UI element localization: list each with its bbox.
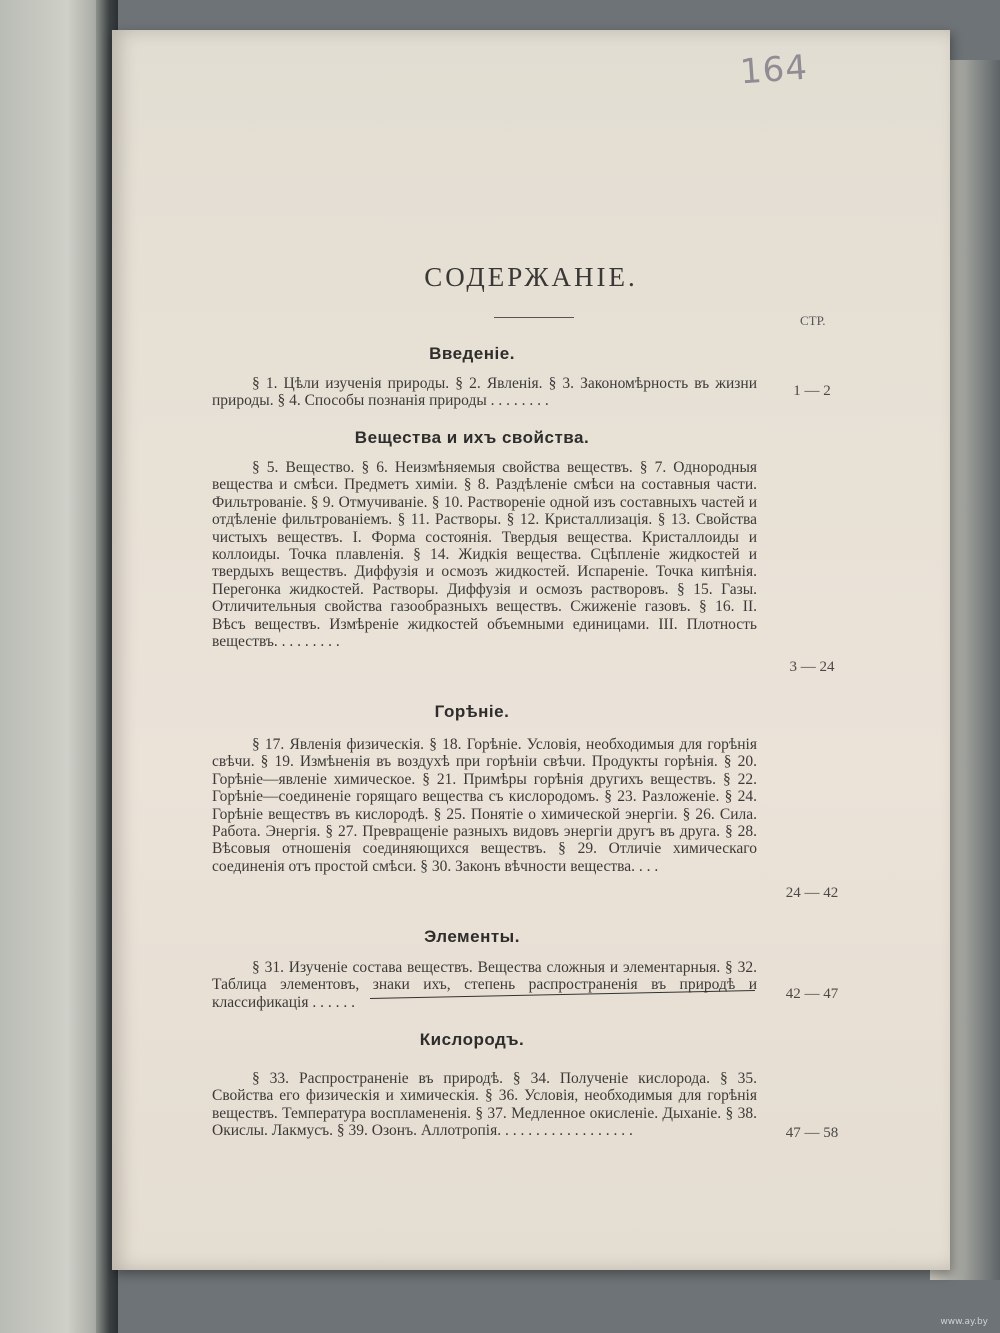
section-text-introduction: § 1. Цѣли изученія природы. § 2. Явленія. § 3. Закономѣрность въ жизни природы. § 4. Способы познанія природы . . . . . . . . bbox=[212, 375, 757, 410]
section-pages-combustion: 24 — 42 bbox=[785, 885, 839, 901]
pencil-annotation: 164 bbox=[738, 47, 810, 93]
section-text-substances: § 5. Вещество. § 6. Неизмѣняемыя свойства веществъ. § 7. Однородныя вещества и смѣси. Предметъ химіи. § 8. Раздѣленіе смѣси на составныя части. Фильтрованіе. § 9. Отмучиваніе. § 10. Раствореніе одной изъ составныхъ частей и отдѣленіе фильтрованіемъ. § 11. Растворы. § 12. Кристаллизація. § 13. Свойства чистыхъ веществъ. I. Форма состоянія. Твердыя вещества. Кристаллоиды и коллоиды. Точка плавленія. § 14. Жидкія вещества. Сцѣпленіе жидкостей и твердыхъ веществъ. Диффузія и осмозъ жидкостей. Испареніе. Точка кипѣнія. Перегонка жидкостей. Растворы. Диффузія и осмозъ растворовъ. § 15. Газы. Отличительныя свойства газообразныхъ веществъ. Сжиженіе газовъ. § 16. II. Вѣсъ веществъ. Измѣреніе жидкостей объемными единицами. III. Плотность веществъ. . . . . . . . . bbox=[212, 459, 757, 651]
section-pages-substances: 3 — 24 bbox=[789, 659, 835, 675]
section-heading-substances: Вещества и ихъ свойства. bbox=[354, 428, 590, 447]
section-pages-introduction: 1 — 2 bbox=[793, 383, 831, 399]
section-text-elements: § 31. Изученіе состава веществъ. Вещества сложныя и элементарныя. § 32. Таблица элементовъ, знаки ихъ, степень распространенія въ природѣ и классификація . . . . . . bbox=[212, 959, 757, 1011]
book-page bbox=[112, 30, 950, 1270]
section-pages-elements: 42 — 47 bbox=[785, 986, 839, 1002]
section-heading-introduction: Введеніе. bbox=[429, 344, 515, 363]
page-column-label: СТР. bbox=[800, 313, 826, 328]
section-heading-combustion: Горѣніе. bbox=[434, 702, 510, 721]
title-rule bbox=[494, 317, 574, 318]
section-heading-oxygen: Кислородъ. bbox=[419, 1030, 525, 1049]
section-heading-elements: Элементы. bbox=[424, 927, 520, 946]
section-pages-oxygen: 47 — 58 bbox=[785, 1125, 839, 1141]
watermark: www.ay.by bbox=[940, 1317, 988, 1327]
section-text-combustion: § 17. Явленія физическія. § 18. Горѣніе. Условія, необходимыя для горѣнія свѣчи. § 19. Измѣненія въ воздухѣ при горѣніи свѣчи. Продукты горѣнія. § 20. Горѣніе—явленіе химическое. § 21. Примѣры горѣнія другихъ веществъ. § 22. Горѣніе—соединеніе горящаго вещества съ кислородомъ. § 23. Разложеніе. § 24. Горѣніе веществъ въ кислородѣ. § 25. Понятіе о химической энергіи. § 26. Сила. Работа. Энергія. § 27. Превращеніе разныхъ видовъ энергіи другъ въ друга. § 28. Вѣсовыя отношенія соединяющихся веществъ. § 29. Отличіе химическаго соединенія отъ простой смѣси. § 30. Законъ вѣчности вещества. . . . bbox=[212, 736, 757, 875]
page-title: СОДЕРЖАНІЕ. bbox=[424, 262, 638, 292]
section-text-oxygen: § 33. Распространеніе въ природѣ. § 34. Полученіе кислорода. § 35. Свойства его физическія и химическія. § 36. Условія, необходимыя для горѣнія веществъ. Температура воспламененія. § 37. Медленное окисленіе. Дыханіе. § 38. Окислы. Лакмусъ. § 39. Озонъ. Аллотропія. . . . . . . . . . . . . . . . . . bbox=[212, 1070, 757, 1140]
